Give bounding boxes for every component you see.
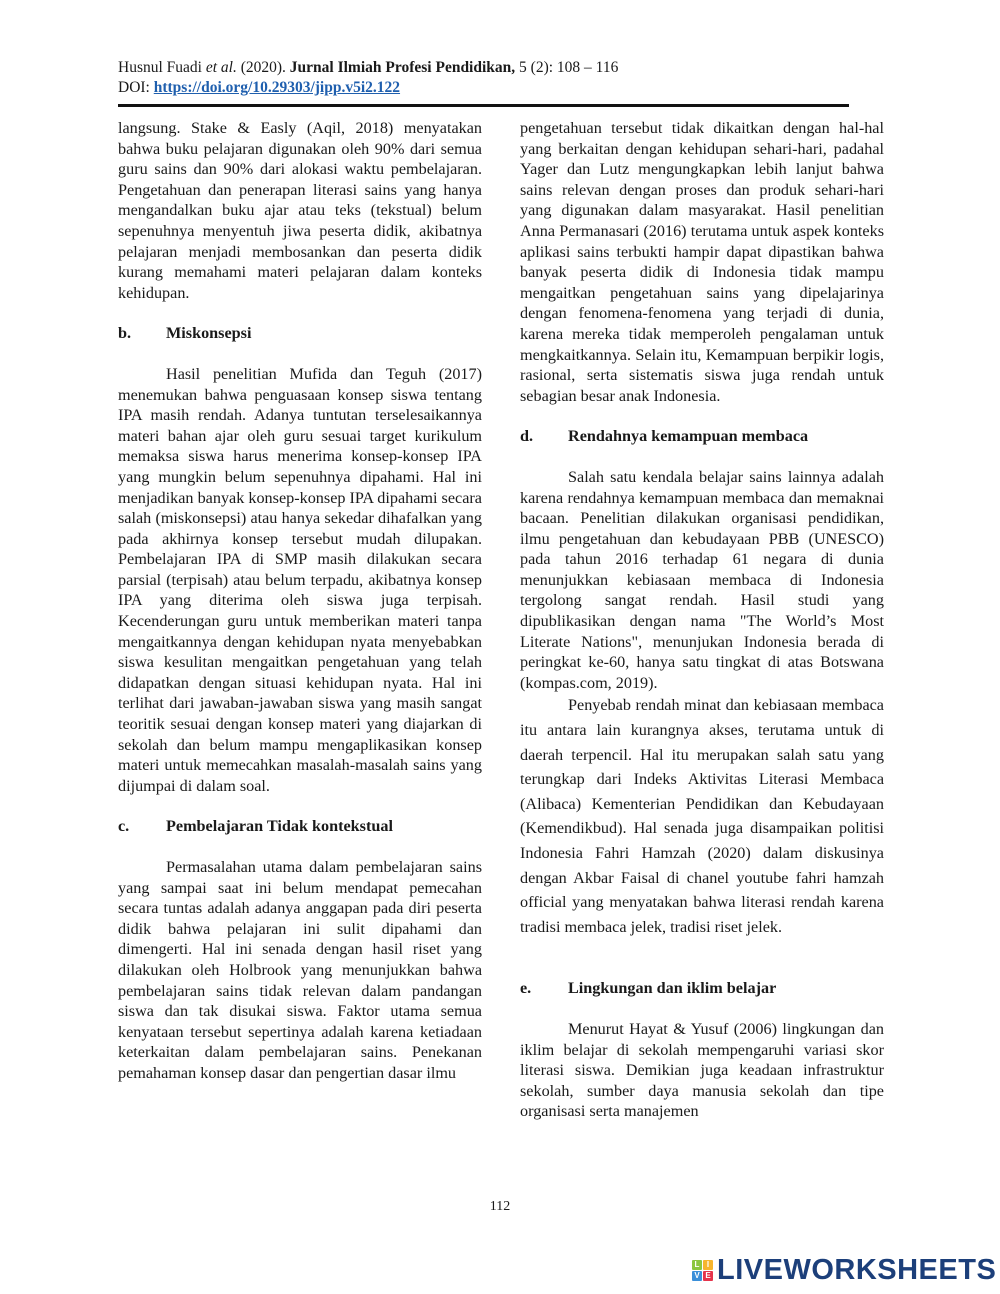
- et-al: et al.: [205, 59, 237, 76]
- paragraph-continued: pengetahuan tersebut tidak dikaitkan dengan hal-hal yang berkaitan dengan kehidupan sehari-hari, padahal Yager dan Lutz mengungkapkan lebih lanjut bahwa sains relevan dengan proses dan produk sehari-hari yang digunakan dalam masyarakat. Hasil penelitian Anna Permanasari (2016) terutama untuk aspek konteks aplikasi sains terbukti hampir dapat dipastikan bahwa banyak peserta didik di Indonesia tidak mampu mengaitkan pengetahuan sains yang dipelajarinya dengan fenomena-fenomena yang terjadi di dunia, karena mereka tidak memperoleh pengalaman untuk mengkaitkannya. Selain itu, Kemampuan berpikir logis, rasional, serta sistematis siswa juga rendah untuk sebagian besar anak Indonesia.: [520, 119, 884, 405]
- liveworksheets-logo-icon: [692, 1260, 713, 1281]
- logo-tile-e: E: [703, 1271, 713, 1281]
- section-heading-c: c. Pembelajaran Tidak kontekstual: [118, 817, 393, 836]
- paragraph-membaca-2: Penyebab rendah minat dan kebiasaan membaca itu antara lain kurangnya akses, terutama untuk di daerah terpencil. Hal itu merupakan salah satu yang terungkap dari Indeks Aktivitas Literasi Membaca (Alibaca) Kementerian Pendidikan dan Kebudayaan (Kemendikbud). Hal senada juga disampaikan politisi Indonesia Fahri Hamzah (2020) dalam diskusinya dengan Akbar Faisal di chanel youtube fahri hamzah official yang menyatakan bahwa literasi rendah karena tradisi membaca jelek, tradisi riset jelek.: [520, 696, 884, 936]
- left-column: [118, 118, 482, 1084]
- year: (2020).: [236, 59, 290, 76]
- doi-link[interactable]: https://doi.org/10.29303/jipp.v5i2.122: [153, 79, 401, 96]
- volume-pages: 5 (2): 108 – 116: [515, 59, 619, 76]
- liveworksheets-wordmark: LIVEWORKSHEETS: [717, 1254, 997, 1286]
- liveworksheets-brand[interactable]: [692, 1256, 996, 1284]
- authors: Husnul Fuadi: [118, 59, 206, 76]
- paragraph-lingkungan: Menurut Hayat & Yusuf (2006) lingkungan dan iklim belajar di sekolah mempengaruhi variasi skor literasi siswa. Demikian juga keadaan infrastruktur sekolah, sumber daya manusia sekolah dan tipe organisasi serta manajemen: [520, 1019, 884, 1121]
- doi-line: [118, 78, 618, 98]
- header-rule: [118, 104, 849, 107]
- paragraph-intro: langsung. Stake & Easly (Aqil, 2018) menyatakan bahwa buku pelajaran digunakan oleh 90% dari semua guru sains dan 90% dari alokasi waktu pembelajaran. Pengetahuan dan penerapan literasi sains yang hanya mengandalkan buku ajar atau teks (tekstual) belum sepenuhnya menyentuh jiwa peserta didik, akibatnya pelajaran menjadi membosankan dan peserta didik kurang memahami materi pelajaran dalam konteks kehidupan.: [118, 119, 482, 302]
- logo-tile-i: I: [703, 1260, 713, 1270]
- page-number: 112: [489, 1199, 511, 1214]
- logo-tile-l: L: [692, 1260, 702, 1270]
- running-header: [118, 58, 618, 98]
- section-heading-b: b. Miskonsepsi: [118, 324, 252, 343]
- paragraph-miskonsepsi: Hasil penelitian Mufida dan Teguh (2017) menemukan bahwa penguasaan konsep siswa tentang IPA masih rendah. Adanya tuntutan terselesaikannya materi bahan ajar oleh guru sesuai target kurikulum memaksa siswa harus menerima konsep-konsep IPA yang mungkin belum sepenuhnya dipahami. Hal ini menjadikan banyak konsep-konsep IPA dipahami secara salah (miskonsepsi) atau hanya sekedar dihafalkan yang pada akhirnya konsep tersebut mudah dilupakan. Pembelajaran IPA di SMP masih dilakukan secara parsial (terpisah) atau belum terpadu, akibatnya konsep IPA yang diterima oleh siswa juga terpisah. Kecenderungan guru untuk memberikan materi tanpa mengaitkannya dengan kehidupan nyata menyebabkan siswa kesulitan mengaitkan pengetahuan yang telah didapatkan dengan situasi kehidupan nyata. Hal ini terlihat dari jawaban-jawaban siswa yang masih sangat teoritik sesuai dengan konsep materi yang diajarkan di sekolah dan belum mampu mengaplikasikan konsep materi untuk memecahkan masalah-masalah sains yang dijumpai di dalam soal.: [118, 364, 482, 795]
- right-column: [520, 118, 884, 1122]
- section-heading-d: d. Rendahnya kemampuan membaca: [520, 427, 809, 446]
- section-heading-e: e. Lingkungan dan iklim belajar: [520, 979, 777, 998]
- doi-label: DOI:: [118, 79, 154, 96]
- logo-tile-v: V: [692, 1271, 702, 1281]
- paragraph-kontekstual: Permasalahan utama dalam pembelajaran sains yang sampai saat ini belum mendapat pemecahan secara tuntas adalah adanya anggapan pada diri peserta didik bahwa pelajaran ini sulit dipahami dan dimengerti. Hal ini senada dengan hasil riset yang dilakukan oleh Holbrook yang menunjukkan bahwa pembelajaran sains tidak relevan dalam pandangan siswa dan tak disukai siswa. Faktor utama semua kenyataan tersebut sepertinya adalah karena ketiadaan keterkaitan dalam pembelajaran sains. Penekanan pemahaman konsep dasar dan pengertian dasar ilmu: [118, 858, 482, 1082]
- paragraph-membaca-1: Salah satu kendala belajar sains lainnya adalah karena rendahnya kemampuan membaca dan memaknai bacaan. Penelitian dilakukan organisasi pendidikan, ilmu pengetahuan dan kebudayaan PBB (UNESCO) pada tahun 2016 terhadap 61 negara di dunia menunjukkan kebiasaan membaca di Indonesia tergolong sangat rendah. Hasil studi yang dipublikasikan dengan nama "The World’s Most Literate Nations", menunjukan Indonesia berada di peringkat ke-60, hanya satu tingkat di atas Botswana (kompas.com, 2019).: [520, 467, 884, 692]
- journal-name: Jurnal Ilmiah Profesi Pendidikan,: [289, 59, 516, 76]
- citation-line: [118, 58, 618, 78]
